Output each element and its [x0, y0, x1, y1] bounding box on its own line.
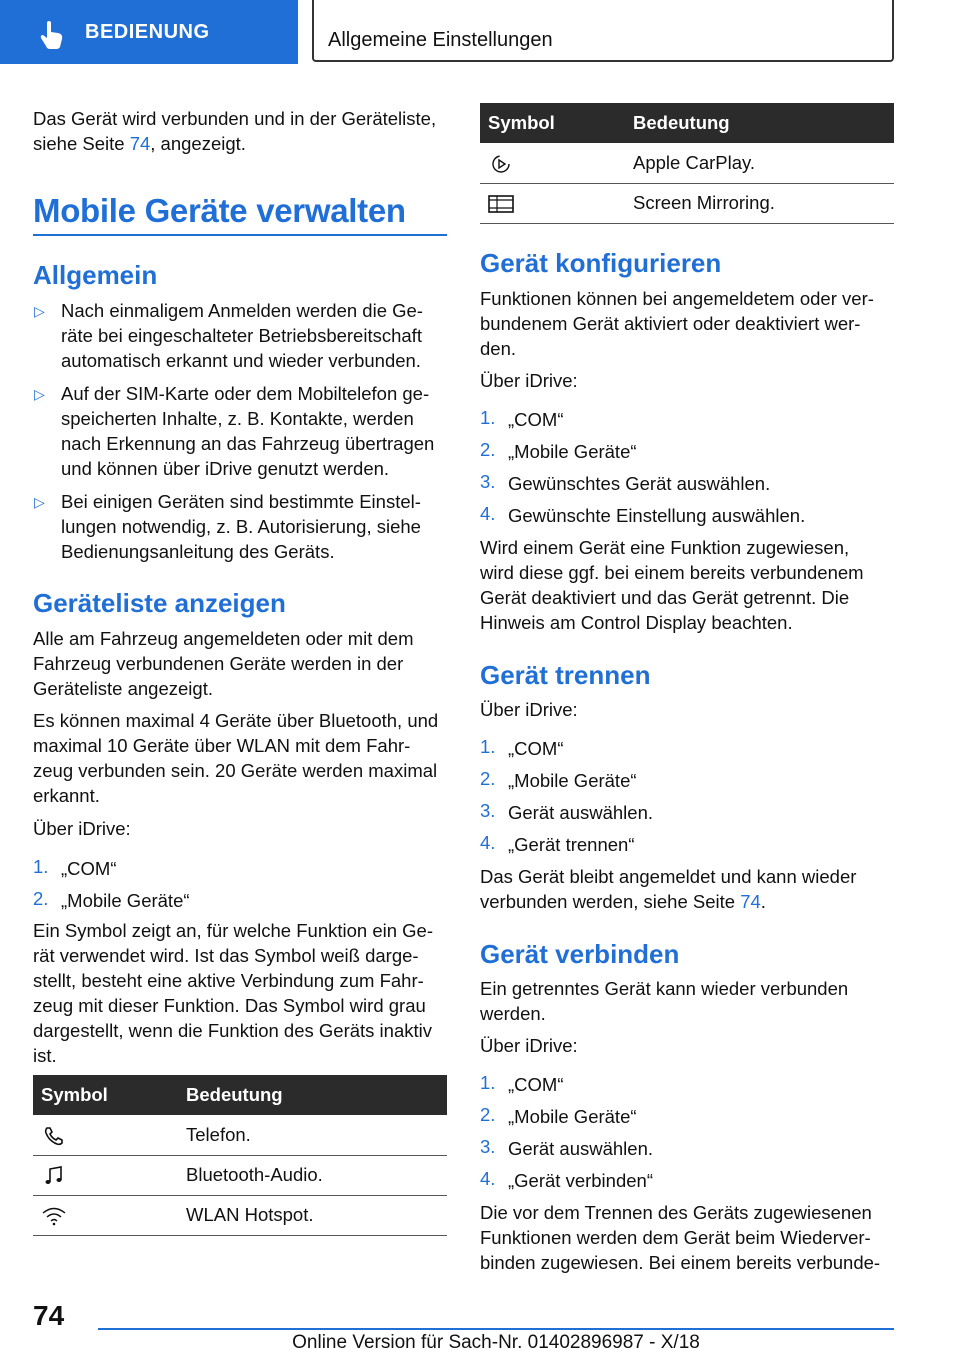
trennen-text-end: . [760, 891, 766, 912]
step-text: „COM“ [508, 409, 564, 430]
symbol-line: dargestellt, wenn die Funktion des Geräts inaktiv [33, 1020, 432, 1041]
step-text: „Gerät trennen“ [508, 834, 635, 855]
table-header [33, 1075, 447, 1115]
step-text: „Mobile Geräte“ [61, 890, 190, 911]
step-number: 1. [33, 856, 49, 877]
bullet-text: speicherten Inhalte, z. B. Kontakte, werden [61, 408, 414, 429]
row-text: WLAN Hotspot. [186, 1204, 314, 1225]
paragraph-trennen-line1: Das Gerät bleibt angemeldet und kann wieder [480, 866, 857, 887]
final-line: binden zugewiesen. Bei einem bereits verbunde- [480, 1252, 881, 1273]
max-line: zeug verbunden sein. 20 Geräte werden maximal [33, 760, 438, 781]
screen-mirroring-icon [488, 193, 514, 215]
bullet-triangle-icon: ▷ [34, 303, 45, 319]
bullet-text: Bedienungsanleitung des Geräts. [61, 541, 335, 562]
symbol-line: rät verwendet wird. Ist das Symbol weiß darge- [33, 945, 419, 966]
step-number: 3. [480, 800, 496, 821]
step-text: „Gerät verbinden“ [508, 1170, 653, 1191]
row-text: Bluetooth-Audio. [186, 1164, 323, 1185]
table-row [480, 143, 894, 184]
bullet-triangle-icon: ▷ [34, 386, 45, 402]
heading-allgemein: Allgemein [33, 260, 158, 290]
table-row [33, 1155, 447, 1196]
row-text: Telefon. [186, 1124, 251, 1145]
step-number: 2. [480, 439, 496, 460]
heading-geraeteliste: Geräteliste anzeigen [33, 588, 286, 618]
max-line: erkannt. [33, 785, 100, 806]
chapter-title: Allgemeine Einstellungen [328, 29, 553, 51]
step-number: 1. [480, 736, 496, 757]
carplay-icon [488, 153, 514, 175]
step-text: Gewünschte Einstellung auswählen. [508, 505, 806, 526]
bullet-text: und können über iDrive genutzt werden. [61, 458, 390, 479]
header-symbol: Symbol [41, 1084, 108, 1105]
step-number: 2. [480, 768, 496, 789]
footer-online-version: Online Version für Sach-Nr. 01402896987 - X/18 [292, 1332, 700, 1353]
table-row [480, 183, 894, 224]
bullet-text: automatisch erkannt und wieder verbunden. [61, 350, 421, 371]
step-number: 3. [480, 1136, 496, 1157]
final-line: Funktionen werden dem Gerät beim Wiederver- [480, 1227, 871, 1248]
step-number: 4. [480, 832, 496, 853]
liste-line: Geräteliste angezeigt. [33, 678, 213, 699]
table-header [480, 103, 894, 143]
page-link[interactable]: 74 [740, 891, 761, 912]
zugewiesen-line: wird diese ggf. bei einem bereits verbundenem [480, 562, 864, 583]
max-line: Es können maximal 4 Geräte über Bluetooth, und [33, 710, 439, 731]
step-text: „Mobile Geräte“ [508, 441, 637, 462]
heading-verbinden: Gerät verbinden [480, 939, 680, 969]
step-text: „COM“ [508, 738, 564, 759]
zugewiesen-line: Hinweis am Control Display beachten. [480, 612, 793, 633]
step-text: „Mobile Geräte“ [508, 770, 637, 791]
symbol-line: stellt, besteht eine aktive Verbindung zum Fahr- [33, 970, 424, 991]
footer-rule [98, 1328, 894, 1330]
ueber-idrive: Über iDrive: [33, 818, 131, 839]
konfig-line: Funktionen können bei angemeldetem oder ver- [480, 288, 874, 309]
bullet-triangle-icon: ▷ [34, 494, 45, 510]
step-number: 1. [480, 407, 496, 428]
step-number: 3. [480, 471, 496, 492]
verbinden-line: werden. [480, 1003, 546, 1024]
row-text: Apple CarPlay. [633, 152, 756, 173]
step-number: 4. [480, 503, 496, 524]
intro-line2 [33, 131, 246, 156]
step-text: „Mobile Geräte“ [508, 1106, 637, 1127]
symbol-line: zeug mit dieser Funktion. Das Symbol wird grau [33, 995, 426, 1016]
row-text: Screen Mirroring. [633, 192, 775, 213]
ueber-idrive-1: Über iDrive: [480, 370, 578, 391]
chapter-tab [312, 0, 894, 62]
heading-konfigurieren: Gerät konfigurieren [480, 248, 722, 278]
konfig-line: bundenem Gerät aktiviert oder deaktiviert wer- [480, 313, 861, 334]
music-note-icon [41, 1165, 67, 1187]
ueber-idrive-2: Über iDrive: [480, 699, 578, 720]
heading-trennen: Gerät trennen [480, 660, 651, 690]
section-tab [0, 0, 298, 64]
step-text: „COM“ [61, 858, 117, 879]
step-number: 1. [480, 1072, 496, 1093]
bullet-text: räte bei eingeschalteter Betriebsbereitschaft [61, 325, 422, 346]
step-text: Gewünschtes Gerät auswählen. [508, 473, 771, 494]
section-label: BEDIENUNG [85, 21, 210, 43]
phone-icon [41, 1125, 67, 1147]
konfig-line: den. [480, 338, 517, 359]
symbol-table-right [480, 103, 894, 223]
table-row [33, 1115, 447, 1156]
verbinden-line: Ein getrenntes Gerät kann wieder verbunden [480, 978, 849, 999]
symbol-line: Ein Symbol zeigt an, für welche Funktion ein Ge- [33, 920, 433, 941]
title-rule [33, 234, 447, 236]
paragraph-trennen-line2 [480, 889, 766, 914]
intro-text-end: , angezeigt. [150, 133, 246, 154]
trennen-text: verbunden werden, siehe Seite [480, 891, 741, 912]
symbol-line: ist. [33, 1045, 57, 1066]
liste-line: Alle am Fahrzeug angemeldeten oder mit dem [33, 628, 414, 649]
hand-pointer-icon [38, 20, 66, 50]
max-line: maximal 10 Geräte über WLAN mit dem Fahr- [33, 735, 411, 756]
step-number: 2. [33, 888, 49, 909]
ueber-idrive-3: Über iDrive: [480, 1035, 578, 1056]
header-bedeutung: Bedeutung [633, 112, 730, 133]
bullet-text: nach Erkennung an das Fahrzeug übertragen [61, 433, 435, 454]
bullet-text: lungen notwendig, z. B. Autorisierung, siehe [61, 516, 421, 537]
step-text: „COM“ [508, 1074, 564, 1095]
final-line: Die vor dem Trennen des Geräts zugewiesenen [480, 1202, 872, 1223]
zugewiesen-line: Wird einem Gerät eine Funktion zugewiesen, [480, 537, 850, 558]
step-number: 2. [480, 1104, 496, 1125]
page-number: 74 [33, 1300, 65, 1331]
bullet-text: Bei einigen Geräten sind bestimmte Einstel- [61, 491, 421, 512]
step-number: 4. [480, 1168, 496, 1189]
liste-line: Fahrzeug verbundenen Geräte werden in der [33, 653, 404, 674]
bullet-text: Nach einmaligem Anmelden werden die Ge- [61, 300, 423, 321]
wifi-icon [41, 1205, 67, 1227]
intro-line1: Das Gerät wird verbunden und in der Geräteliste, [33, 108, 437, 129]
header-bedeutung: Bedeutung [186, 1084, 283, 1105]
zugewiesen-line: Gerät deaktiviert und das Gerät getrennt. Die [480, 587, 850, 608]
intro-text: siehe Seite [33, 133, 130, 154]
symbol-table [33, 1075, 447, 1235]
step-text: Gerät auswählen. [508, 802, 654, 823]
page-link[interactable]: 74 [129, 133, 151, 154]
header-symbol: Symbol [488, 112, 555, 133]
table-row [33, 1195, 447, 1236]
page-title: Mobile Geräte verwalten [33, 192, 406, 229]
bullet-text: Auf der SIM-Karte oder dem Mobiltelefon ge- [61, 383, 430, 404]
step-text: Gerät auswählen. [508, 1138, 654, 1159]
